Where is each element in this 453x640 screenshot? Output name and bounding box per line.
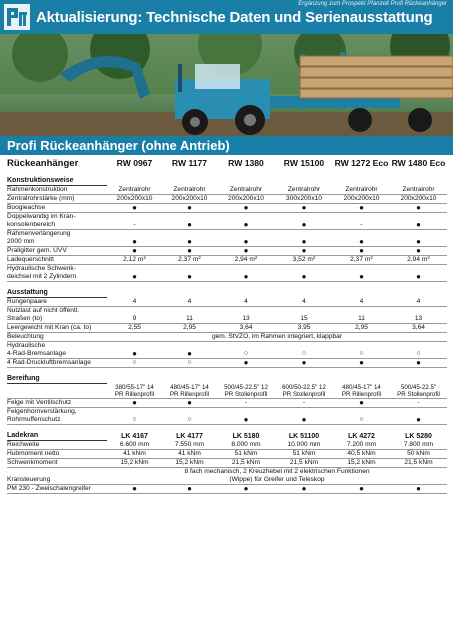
section-header-row (7, 170, 447, 186)
model-name: RW 1272 Eco (334, 158, 389, 168)
section-header-row (7, 282, 447, 298)
tyre-spec-row (7, 384, 447, 391)
row-label (7, 307, 107, 324)
model-name: RW 0967 (116, 158, 153, 168)
spec-value: 4 (162, 298, 217, 307)
spec-value: 11 (162, 307, 217, 324)
row-label-line: Straßen (to) (7, 315, 43, 322)
spec-value: 3,64 (390, 324, 447, 333)
spec-value: ● (107, 265, 162, 282)
spec-value: 200x200x10 (107, 195, 162, 204)
spec-value: 15,2 kNm (107, 459, 162, 468)
row-label-line: Rahmenverlängerung (7, 230, 71, 237)
row-label-line: Ladequerschnitt (7, 256, 54, 263)
spec-value: ● (390, 265, 447, 282)
row-label (7, 408, 107, 425)
spec-value: 51 kNm (275, 450, 333, 459)
empty-cell (162, 170, 217, 186)
spec-value: ● (107, 399, 162, 408)
row-label-line: Zentralrohrstärke (mm) (7, 195, 75, 202)
spec-value: ● (107, 342, 162, 359)
empty-cell (217, 170, 275, 186)
row-label (7, 468, 107, 485)
crane-model: LK 5180 (232, 432, 260, 440)
spec-value: ● (275, 204, 333, 213)
tyre-spec: 500/45-22.5" (400, 383, 437, 391)
spec-value: 200x200x10 (390, 195, 447, 204)
empty-cell (217, 282, 275, 298)
row-label-line: 4 Rad-Druckluftbremsanlage (7, 359, 91, 366)
row-label (7, 298, 107, 307)
spec-value: ○ (275, 342, 333, 359)
spec-row (7, 408, 447, 425)
row-label-line: PM 230 - Zweischalengreifer (7, 485, 91, 493)
row-label (7, 441, 107, 450)
row-label-line: Boogieachse (7, 204, 46, 211)
empty-cell (162, 282, 217, 298)
spec-row (7, 459, 447, 468)
header-note: Ergänzung zum Prospekt Pfanzelt Profi Rückeanhänger (298, 1, 447, 7)
tyre-spec: PR Stollenprofil (390, 391, 447, 399)
row-label-line: Hydraulische (7, 342, 46, 349)
spec-value: ● (390, 408, 447, 425)
crane-model: LK 4167 (121, 432, 148, 440)
spec-value: 41 kNm (162, 450, 217, 459)
spec-row (7, 265, 447, 282)
row-label-line: Rohrmuffenschutz (7, 416, 61, 424)
spec-value: ● (275, 359, 333, 368)
spec-value: ○ (333, 342, 390, 359)
model-header-row (7, 157, 447, 170)
spec-value: Zentralrohr (333, 186, 390, 195)
row-label (7, 265, 107, 282)
spec-value: 7.200 mm (333, 441, 390, 450)
section-title-cell: Ladekran (7, 425, 107, 441)
spec-value: ● (162, 204, 217, 213)
forestry-trailer-photo (0, 34, 453, 136)
spec-value: ● (390, 204, 447, 213)
spec-value: 2,12 $m^2$ (107, 256, 162, 265)
tyre-spec: 600/50-22.5" 12 (282, 383, 326, 391)
spec-value: ● (162, 265, 217, 282)
spec-row (7, 195, 447, 204)
empty-cell (107, 368, 162, 384)
row-label-line: Felgenhornverstärkung, (7, 408, 77, 416)
row-label-line: Rungenpaare (7, 298, 47, 305)
empty-cell (390, 170, 447, 186)
empty-cell (333, 368, 390, 384)
spec-value: - (333, 213, 390, 230)
row-label (7, 450, 107, 459)
spec-value: ● (390, 247, 447, 256)
spec-value: ● (107, 247, 162, 256)
page-title: Aktualisierung: Technische Daten und Serienausstattung (36, 9, 433, 26)
row-label-line: Kransteuerung (7, 476, 51, 484)
spec-value: ● (333, 230, 390, 247)
spec-row (7, 298, 447, 307)
spec-value: - (217, 399, 275, 408)
empty-cell (333, 170, 390, 186)
spec-value: 9 (107, 307, 162, 324)
spec-value: 13 (217, 307, 275, 324)
spec-value: 2,95 (333, 324, 390, 333)
row-label-line: Leergewicht mit Kran (ca. to) (7, 324, 92, 331)
spec-value: ● (217, 204, 275, 213)
spec-row (7, 485, 447, 494)
row-label-line: Felge mit Ventilschutz (7, 399, 72, 407)
spec-value: ● (390, 213, 447, 230)
row-label (7, 247, 107, 256)
row-label (7, 399, 107, 408)
spec-value: Zentralrohr (107, 186, 162, 195)
spec-value: ● (275, 247, 333, 256)
spec-value: - (275, 399, 333, 408)
table-label: Rückeanhänger (7, 158, 79, 169)
tyre-spec-row (7, 391, 447, 399)
row-label (7, 333, 107, 342)
spec-value: ● (162, 342, 217, 359)
spec-value: 4 (275, 298, 333, 307)
spec-row (7, 307, 447, 324)
spec-row (7, 450, 447, 459)
spec-value: - (390, 399, 447, 408)
spec-value: ● (162, 247, 217, 256)
empty-cell (162, 368, 217, 384)
spec-value: ○ (107, 359, 162, 368)
spec-value: 40,5 kNm (333, 450, 390, 459)
row-label-line: Schwenkmoment (7, 459, 58, 467)
spec-value: 15,2 kNm (162, 459, 217, 468)
row-label (7, 342, 107, 359)
spec-value: 2,94 $m^2$ (390, 256, 447, 265)
spec-value: 4 (217, 298, 275, 307)
spec-value: ● (217, 408, 275, 425)
spec-row (7, 441, 447, 450)
row-label (7, 195, 107, 204)
spec-value: - (107, 213, 162, 230)
spec-value: 3,64 (217, 324, 275, 333)
tyre-spec: PR Stollenprofil (217, 391, 275, 399)
spec-value: 2,37 $m^2$ (162, 256, 217, 265)
spec-value: 50 kNm (390, 450, 447, 459)
spec-row (7, 324, 447, 333)
spec-value: Zentralrohr (275, 186, 333, 195)
section-title: Profi Rückeanhänger (ohne Antrieb) (7, 138, 230, 153)
spec-value: 41 kNm (107, 450, 162, 459)
row-label-line: konsolenbereich (7, 221, 56, 228)
row-label-line: 2000 mm (7, 238, 35, 245)
spec-value: 4 (390, 298, 447, 307)
spec-value: ● (390, 485, 447, 494)
tyre-spec: 380/55-17" 14 (115, 383, 154, 391)
spec-row (7, 204, 447, 213)
empty-cell (275, 170, 333, 186)
spec-value: 2,55 (107, 324, 162, 333)
spec-value: 300x200x10 (275, 195, 333, 204)
spec-value: Zentralrohr (390, 186, 447, 195)
spec-value: ● (333, 265, 390, 282)
spec-value: 13 (390, 307, 447, 324)
row-label-line: Nutzlast auf nicht öffentl. (7, 307, 80, 314)
spec-value: 4 (107, 298, 162, 307)
model-name: RW 1480 Eco (391, 158, 446, 168)
row-label (7, 204, 107, 213)
spec-value: 200x200x10 (162, 195, 217, 204)
spec-value: 8.000 mm (217, 441, 275, 450)
spec-value-span: gem. StVZO, im Rahmen integriert, klappbar (107, 333, 447, 342)
spec-value: 10.000 mm (275, 441, 333, 450)
spec-value: 2,37 $m^2$ (333, 256, 390, 265)
row-label-line: Reichweite (7, 441, 40, 449)
spec-value: 15,2 kNm (333, 459, 390, 468)
tyre-spec: 480/45-17" 14 (170, 383, 209, 391)
spec-value: 200x200x10 (217, 195, 275, 204)
spec-row (7, 186, 447, 195)
spec-value: ○ (107, 408, 162, 425)
spec-row (7, 230, 447, 247)
tyre-spec: 480/45-17" 14 (342, 383, 381, 391)
spec-value: ● (275, 230, 333, 247)
empty-cell (333, 282, 390, 298)
tyre-spec: PR Rillenprofil (333, 391, 390, 399)
section-header-row (7, 425, 447, 441)
crane-model: LK 51100 (288, 432, 320, 440)
row-label-line: Beleuchtung (7, 333, 44, 340)
spec-row (7, 333, 447, 342)
row-label (7, 324, 107, 333)
spec-value: ● (275, 213, 333, 230)
row-label-line: Prallgitter gem. UVV (7, 247, 67, 254)
tyre-spec: PR Rillenprofil (162, 391, 217, 399)
row-label (7, 256, 107, 265)
pfanzelt-logo (4, 4, 30, 30)
section-header-row (7, 368, 447, 384)
spec-row (7, 256, 447, 265)
spec-value: 4 (333, 298, 390, 307)
spec-value: ○ (162, 359, 217, 368)
spec-value: ● (333, 247, 390, 256)
empty-cell (217, 368, 275, 384)
model-name: RW 1177 (171, 158, 208, 168)
spec-value: ● (390, 230, 447, 247)
spec-value: ● (107, 230, 162, 247)
spec-table-container (7, 157, 447, 494)
spec-row (7, 342, 447, 359)
model-name: RW 1380 (228, 158, 264, 168)
spec-value: ○ (390, 342, 447, 359)
row-label (7, 485, 107, 494)
spec-value: 15 (275, 307, 333, 324)
spec-value: ● (162, 399, 217, 408)
spec-value: 200x200x10 (333, 195, 390, 204)
tyre-spec: PR Stollenprofil (275, 391, 333, 399)
row-label (7, 186, 107, 195)
spec-value: 21,5 kNm (275, 459, 333, 468)
spec-value: ● (217, 213, 275, 230)
spec-value: ● (275, 408, 333, 425)
row-label-line: Rahmenkonstruktion (7, 186, 68, 193)
spec-value: 3,95 (275, 324, 333, 333)
spec-value: 21,5 kNm (217, 459, 275, 468)
spec-value: ● (162, 230, 217, 247)
spec-value: ● (217, 265, 275, 282)
section-title-cell: Bereifung (7, 368, 107, 384)
spec-value: ● (217, 485, 275, 494)
row-label-line: Doppelwandig im Kran- (7, 213, 76, 220)
empty-cell (7, 391, 107, 399)
row-label (7, 359, 107, 368)
tyre-spec: PR Rillenprofil (107, 391, 162, 399)
spec-value: 21,5 kNm (390, 459, 447, 468)
spec-value: 2,95 (162, 324, 217, 333)
spec-row (7, 213, 447, 230)
spec-value: 2,94 $m^2$ (217, 256, 275, 265)
spec-value: 51 kNm (217, 450, 275, 459)
spec-value-line: (Wippe) für Greifer und Teleskop (229, 476, 325, 484)
spec-value: ● (217, 359, 275, 368)
model-name: RW 15100 (283, 158, 325, 168)
row-label (7, 230, 107, 247)
spec-value-span (107, 468, 447, 485)
row-label-line: deichsel mit 2 Zylindern (7, 273, 77, 280)
section-title-cell: Konstruktionsweise (7, 170, 107, 186)
row-label-line: 4-Rad-Bremsanlage (7, 350, 67, 357)
spec-value: ● (162, 213, 217, 230)
spec-value: 6.600 mm (107, 441, 162, 450)
spec-value-line: 8 fach mechanisch, 2 Kreuzhebel mit 2 elektrischen Funktionen (184, 468, 370, 476)
row-label (7, 213, 107, 230)
spec-row (7, 359, 447, 368)
spec-value: ○ (333, 408, 390, 425)
spec-row (7, 399, 447, 408)
spec-value: 7.550 mm (162, 441, 217, 450)
section-title-cell: Ausstattung (7, 282, 107, 298)
empty-cell (390, 368, 447, 384)
empty-cell (107, 170, 162, 186)
empty-cell (275, 368, 333, 384)
divider (0, 153, 453, 155)
empty-cell (275, 282, 333, 298)
spec-value: 3,52 $m^2$ (275, 256, 333, 265)
spec-value: Zentralrohr (162, 186, 217, 195)
empty-cell (7, 384, 107, 391)
row-label (7, 459, 107, 468)
empty-cell (107, 282, 162, 298)
spec-value: ● (333, 204, 390, 213)
spec-value: ● (107, 204, 162, 213)
crane-model: LK 4272 (348, 432, 375, 440)
spec-value: ● (275, 265, 333, 282)
tyre-spec: 500/45-22.5" 12 (224, 383, 268, 391)
spec-row (7, 247, 447, 256)
spec-value: ● (162, 485, 217, 494)
spec-value: 7.800 mm (390, 441, 447, 450)
spec-value: 11 (333, 307, 390, 324)
spec-table (7, 157, 447, 494)
row-label-line: Hydraulische Schwenk- (7, 265, 76, 272)
spec-value: ○ (162, 408, 217, 425)
spec-value: ● (390, 359, 447, 368)
spec-value: ● (333, 485, 390, 494)
spec-value: ● (217, 230, 275, 247)
spec-value: Zentralrohr (217, 186, 275, 195)
spec-value: ● (333, 359, 390, 368)
crane-model: LK 5280 (405, 432, 432, 440)
spec-value: ● (333, 399, 390, 408)
spec-row (7, 468, 447, 485)
empty-cell (390, 282, 447, 298)
spec-value: ○ (217, 342, 275, 359)
spec-value: ● (275, 485, 333, 494)
crane-model: LK 4177 (176, 432, 203, 440)
row-label-line: Hubmoment netto (7, 450, 60, 458)
spec-value: ● (107, 485, 162, 494)
spec-value: ● (217, 247, 275, 256)
